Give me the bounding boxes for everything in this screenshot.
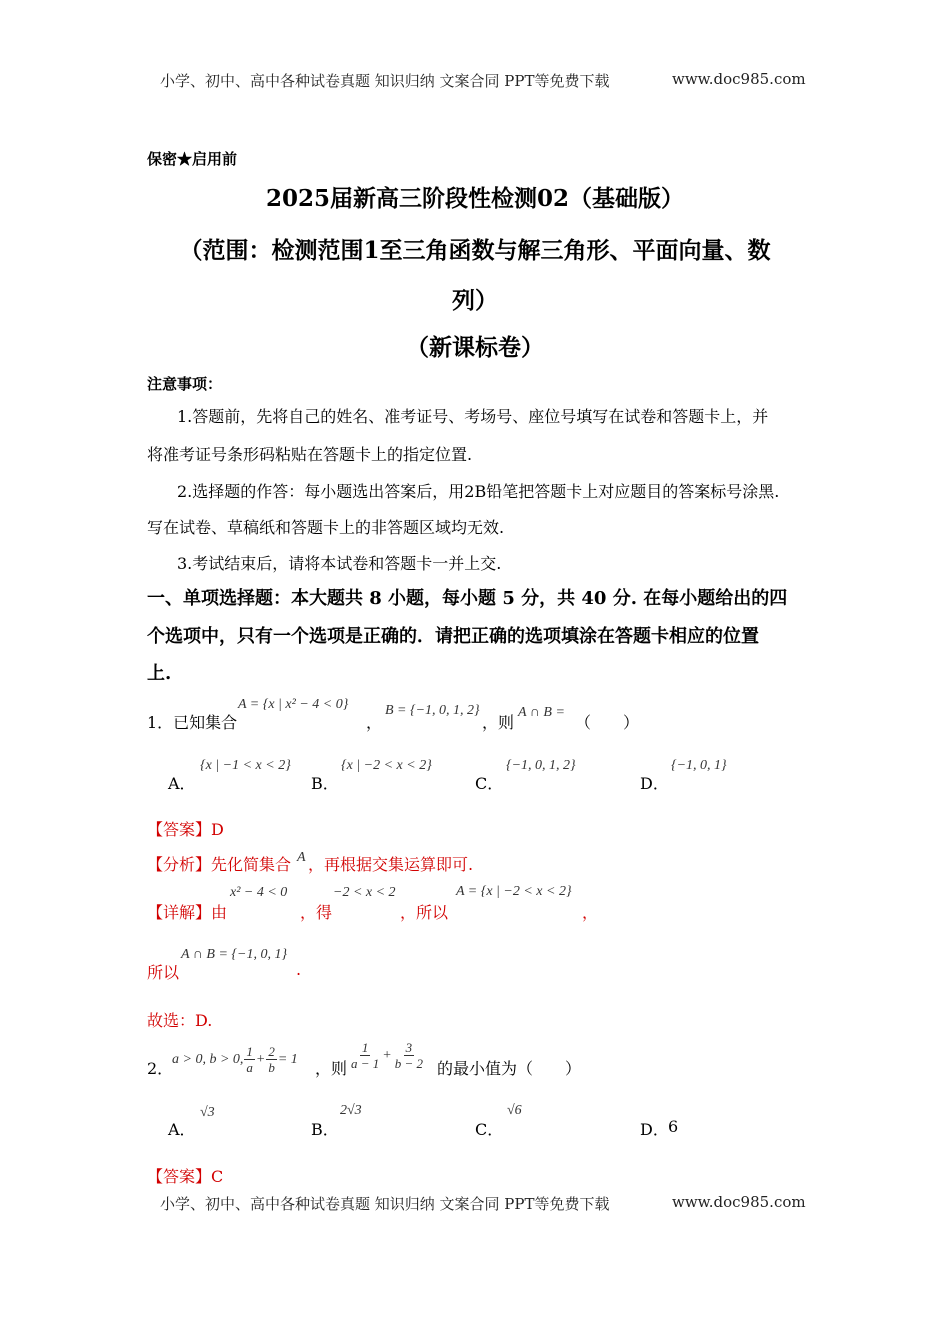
q1-option-b: {x | −2 < x < 2}: [341, 758, 432, 773]
q2-g2-den: b − 2: [394, 1056, 424, 1071]
q2-option-b: 2√3: [340, 1103, 362, 1118]
q2-option-c: √6: [507, 1103, 522, 1118]
q2-g1-num: 1: [361, 1040, 369, 1055]
notice-item1a: 1.答题前，先将自己的姓名、准考证号、考场号、座位号填写在试卷和答题卡上，并: [177, 407, 769, 426]
q1-option-b-label: B．: [311, 774, 339, 793]
q2-fraction-3: [349, 1040, 381, 1071]
q1-detail-math3: A = {x | −2 < x < 2}: [456, 884, 572, 899]
title-line1: 2025届新高三阶段性检测02（基础版）: [265, 185, 685, 212]
q2-plus: +: [255, 1051, 266, 1067]
q1-choose: 故选：D.: [147, 1011, 213, 1030]
q1-so-expr: A ∩ B = {−1, 0, 1}: [181, 947, 288, 962]
q2-condition: [172, 1044, 298, 1075]
q1-paren: （ ）: [575, 713, 640, 732]
q2-f2-num: 2: [268, 1044, 275, 1059]
notice-item2a: 2.选择题的作答：每小题选出答案后，用2B铅笔把答题卡上对应题目的答案标号涂黑.: [177, 482, 780, 501]
q1-detail-label: 【详解】: [147, 903, 212, 922]
q1-detail-you: 由: [211, 903, 228, 922]
q1-detail-de: ，得: [300, 903, 333, 922]
q2-f1-den: a: [246, 1060, 253, 1075]
notice-item1b: 将准考证号条形码粘贴在答题卡上的指定位置.: [147, 445, 473, 464]
q1-analysis-label: 【分析】: [147, 855, 212, 874]
q1-option-d-label: D．: [640, 774, 669, 793]
q1-then: ，则: [482, 713, 515, 732]
q2-then: ，则: [315, 1059, 348, 1078]
q1-analysis-b: ，再根据交集运算即可.: [308, 855, 474, 874]
q1-answer: 【答案】D: [147, 820, 224, 839]
section1-line2: 个选项中，只有一个选项是正确的．请把正确的选项填涂在答题卡相应的位置: [147, 626, 759, 647]
q2-option-c-label: C．: [475, 1120, 504, 1139]
q2-tail: 的最小值为（ ）: [437, 1059, 582, 1078]
q2-answer: 【答案】C: [147, 1167, 224, 1186]
header-site: www.doc985.com: [672, 70, 806, 88]
q1-expr: A ∩ B =: [518, 705, 565, 720]
q2-fraction-4: [393, 1040, 425, 1071]
notice-item2b: 写在试卷、草稿纸和答题卡上的非答题区域均无效.: [147, 518, 505, 537]
q2-expression: [348, 1040, 426, 1071]
q2-option-b-label: B．: [311, 1120, 339, 1139]
q1-detail-comma: ，: [582, 903, 599, 922]
q2-plus2: +: [382, 1047, 392, 1063]
title-line3: 列）: [452, 287, 498, 314]
title-line2: （范围：检测范围1至三角函数与解三角形、平面向量、数: [179, 237, 771, 264]
q1-detail-suoyi: ，所以: [400, 903, 449, 922]
q2-number: 2．: [147, 1059, 174, 1078]
q1-option-d: {−1, 0, 1}: [671, 758, 727, 773]
q1-analysis-symbol: A: [297, 850, 306, 865]
q2-f1-num: 1: [246, 1044, 253, 1059]
q1-comma: ，: [366, 713, 383, 732]
q1-set-a: A = {x | x² − 4 < 0}: [238, 697, 349, 712]
notice-item3: 3.考试结束后，请将本试卷和答题卡一并上交.: [177, 554, 502, 573]
q2-option-a-label: A．: [168, 1120, 196, 1139]
header-text: 小学、初中、高中各种试卷真题 知识归纳 文案合同 PPT等免费下载: [160, 72, 610, 90]
q2-fraction-1: [244, 1044, 255, 1075]
title-line4: （新课标卷）: [406, 334, 544, 361]
q2-g2-num: 3: [405, 1040, 413, 1055]
q1-number: 1．已知集合: [147, 713, 238, 732]
q1-option-c-label: C．: [475, 774, 504, 793]
footer-text: 小学、初中、高中各种试卷真题 知识归纳 文案合同 PPT等免费下载: [160, 1195, 610, 1213]
secret-mark: 保密★启用前: [147, 150, 238, 168]
q2-option-a: √3: [200, 1105, 215, 1120]
q1-set-b: B = {−1, 0, 1, 2}: [385, 703, 480, 718]
q2-option-d-label: D．: [640, 1120, 669, 1139]
footer-site: www.doc985.com: [672, 1193, 806, 1211]
q1-analysis-a: 先化简集合: [211, 855, 292, 874]
q1-detail-math1: x² − 4 < 0: [230, 885, 288, 900]
q2-g1-den: a − 1: [351, 1056, 380, 1071]
section1-line1: 一、单项选择题：本大题共 8 小题，每小题 5 分，共 40 分. 在每小题给出的四: [147, 588, 788, 609]
q1-detail-math2: −2 < x < 2: [333, 885, 396, 900]
q1-option-a-label: A．: [168, 774, 196, 793]
q2-option-d: 6: [668, 1117, 679, 1136]
notice-heading: 注意事项：: [147, 375, 223, 393]
q2-condition-a: a > 0, b > 0,: [172, 1051, 244, 1067]
q2-eq: = 1: [277, 1051, 298, 1067]
q1-so-dot: .: [296, 960, 302, 979]
section1-line3: 上.: [147, 663, 172, 684]
q1-so-label: 所以: [147, 963, 180, 982]
q1-option-c: {−1, 0, 1, 2}: [506, 758, 576, 773]
q2-fraction-2: [266, 1044, 277, 1075]
q1-option-a: {x | −1 < x < 2}: [200, 758, 291, 773]
q2-f2-den: b: [268, 1060, 275, 1075]
